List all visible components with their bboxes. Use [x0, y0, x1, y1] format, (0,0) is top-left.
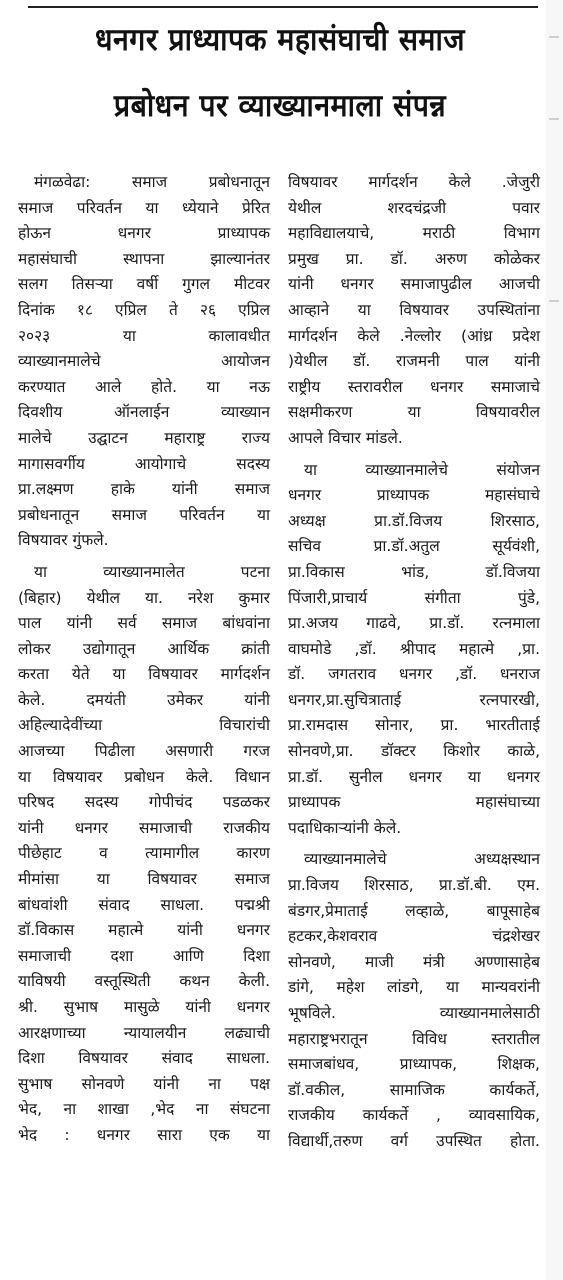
text-line: प्रमुख प्रा. डॉ. अरुण कोळेकर [288, 249, 540, 268]
text-line: याविषयी वस्तूस्थिती कथन केली. [18, 972, 270, 991]
text-line: धनगर प्राध्यापक महासंघाचे [288, 486, 540, 505]
text-line: करता येते या विषयावर मार्गदर्शन [18, 665, 270, 684]
text-line: परिषद सदस्य गोपीचंद पडळकर [18, 793, 270, 812]
text-line: पदाधिकाऱ्यांनी केले. [288, 818, 402, 837]
text-line: सचिव प्रा.डॉ.अतुल सूर्यवंशी, [288, 537, 540, 556]
headline-line-2: प्रबोधन पर व्याख्यानमाला संपन्न [113, 88, 447, 124]
text-line: दिनांक १८ एप्रिल ते २६ एप्रिल [18, 300, 270, 319]
text-line: बांधवांशी संवाद साधला. पद्मश्री [18, 895, 270, 914]
text-line: प्रबोधनातून समाज परिवर्तन या [18, 505, 270, 524]
text-line: लोकर उद्योगातून आर्थिक क्रांती [18, 639, 270, 658]
text-line: यांनी धनगर समाजापुढील आजची [288, 275, 540, 294]
text-line: महाराष्ट्रभरातून विविध स्तरातील [288, 1029, 540, 1048]
text-line: महाविद्यालयाचे, मराठी विभाग [288, 224, 540, 243]
text-line: या व्याख्यानमालेत पटना [34, 562, 270, 581]
text-line: मार्गदर्शन केले .नेल्लोर (आंध्र प्रदेश [288, 326, 540, 345]
text-line: श्री. सुभाष मासुळे यांनी धनगर [18, 998, 270, 1016]
text-line: आजच्या पिढीला असणारी गरज [18, 742, 270, 761]
text-line: हटकर,केशवराव चंद्रशेखर [288, 927, 540, 946]
text-line: प्रा.विजय शिरसाठ, प्रा.डॉ.बी. एम. [288, 876, 540, 895]
text-line: डॉ. जगतराव धनगर ,डॉ. धनराज [288, 665, 540, 684]
text-line: मागासवर्गीय आयोगाचे सदस्य [18, 454, 270, 473]
text-line: व्याख्यानमालेचे अध्यक्षस्थान [304, 850, 540, 869]
text-line: २०२३ या कालावधीत [18, 326, 270, 345]
text-line: मालेचे उद्घाटन महाराष्ट्र राज्य [18, 428, 270, 447]
text-line: करण्यात आले होते. या नऊ [18, 377, 270, 396]
text-line: विद्यार्थी,तरुण वर्ग उपस्थित होता. [288, 1131, 540, 1150]
text-line: दिशा विषयावर संवाद साधला. [18, 1049, 270, 1068]
text-line: मीमांसा या विषयावर समाज [18, 870, 270, 889]
adjacent-column-mark [549, 118, 559, 120]
text-line: राजकीय कार्यकर्ते , व्यावसायिक, [288, 1106, 540, 1125]
text-line: सक्षमीकरण या विषयावरील [288, 403, 540, 422]
text-line: आरक्षणाच्या न्यायालयीन लढ्याची [18, 1023, 270, 1042]
text-line: आपले विचार मांडले. [288, 428, 403, 447]
text-line: अहिल्यादेवींच्या विचारांची [18, 716, 270, 735]
text-line: अध्यक्ष प्रा.डॉ.विजय शिरसाठ, [288, 511, 540, 530]
text-line: पीछेहाट व त्यामागील कारण [18, 844, 270, 863]
text-line: यांनी धनगर समाजाची राजकीय [18, 818, 270, 837]
text-line: येथील शरदचंद्रजी पवार [288, 198, 540, 217]
text-line: सलग तिसऱ्या वर्षी गुगल मीटवर [18, 275, 270, 294]
text-line: प्राध्यापक महासंघाच्या [288, 793, 540, 812]
text-line: होऊन धनगर प्राध्यापक [18, 224, 270, 243]
text-line: भेद : धनगर सारा एक या [18, 1125, 270, 1144]
text-line: पिंजारी,प्राचार्य संगीता पुंडे, [288, 588, 540, 607]
text-line: भूषविले. व्याख्यानमालेसाठी [288, 1004, 540, 1022]
text-line: विषयावर मार्गदर्शन केले .जेजुरी [288, 173, 540, 191]
text-line: बंडगर,प्रेमाताई लव्हाळे, बापूसाहेब [288, 901, 540, 920]
text-line: व्याख्यानमालेचे आयोजन [18, 352, 270, 371]
text-line: महासंघाची स्थापना झाल्यानंतर [18, 249, 270, 268]
text-line: दिवशीय ऑनलाईन व्याख्यान [18, 403, 270, 422]
text-line: प्रा.अजय गाढवे, प्रा.डॉ. रत्नमाला [288, 614, 540, 633]
text-line: वाघमोडे ,डॉ. श्रीपाद महात्मे ,प्रा. [288, 639, 540, 658]
text-line: आव्हाने या विषयावर उपस्थितांना [288, 300, 540, 319]
text-line: समाज परिवर्तन या ध्येयाने प्रेरित [18, 198, 270, 217]
text-line: सोनवणे, माजी मंत्री अण्णासाहेब [288, 952, 540, 971]
text-line: डॉ.विकास महात्मे यांनी धनगर [18, 921, 270, 940]
text-line: प्रा.लक्ष्मण हाके यांनी समाज [18, 480, 270, 499]
text-line: विषयावर गुंफले. [18, 531, 109, 550]
article-column-left [18, 170, 270, 1149]
text-line: डांगे, महेश लांडगे, या मान्यवरांनी [288, 978, 540, 997]
text-line: धनगर,प्रा.सुचित्राताई रत्नपारखी, [288, 690, 540, 709]
article-column-right [288, 170, 540, 1155]
article-headline [20, 18, 540, 128]
text-line: मंगळवेढा: समाज प्रबोधनातून [34, 173, 270, 191]
text-line: (बिहार) येथील या. नरेश कुमार [18, 588, 270, 607]
text-line: समाजाची दशा आणि दिशा [18, 946, 270, 965]
text-line: प्रा.विकास भांड, डॉ.विजया [288, 562, 540, 581]
text-line: डॉ.वकील, सामाजिक कार्यकर्ते, [288, 1080, 540, 1099]
headline-line-1: धनगर प्राध्यापक महासंघाची समाज [95, 22, 465, 58]
text-line: पाल यांनी सर्व समाज बांधवांना [18, 614, 270, 633]
adjacent-column-mark [549, 300, 559, 302]
text-line: प्रा.रामदास सोनार, प्रा. भारतीताई [288, 716, 540, 735]
top-rule [28, 6, 538, 8]
text-line: राष्ट्रीय स्तरावरील धनगर समाजाचे [288, 377, 540, 396]
text-line: या व्याख्यानमालेचे संयोजन [304, 460, 540, 479]
adjacent-column-edge [546, 0, 563, 1280]
adjacent-column-mark [549, 36, 559, 38]
text-line: सोनवणे,प्रा. डॉक्टर किशोर काळे, [288, 742, 540, 761]
text-line: )येथील डॉ. राजमनी पाल यांनी [288, 352, 540, 371]
text-line: भेद, ना शाखा ,भेद ना संघटना [18, 1100, 270, 1119]
text-line: या विषयावर प्रबोधन केले. विधान [18, 767, 270, 786]
text-line: सुभाष सोनवणे यांनी ना पक्ष [18, 1074, 270, 1093]
text-line: प्रा.डॉ. सुनील धनगर या धनगर [288, 767, 540, 786]
text-line: केले. दमयंती उमेकर यांनी [18, 690, 270, 709]
text-line: समाजबांधव, प्राध्यापक, शिक्षक, [288, 1055, 540, 1074]
